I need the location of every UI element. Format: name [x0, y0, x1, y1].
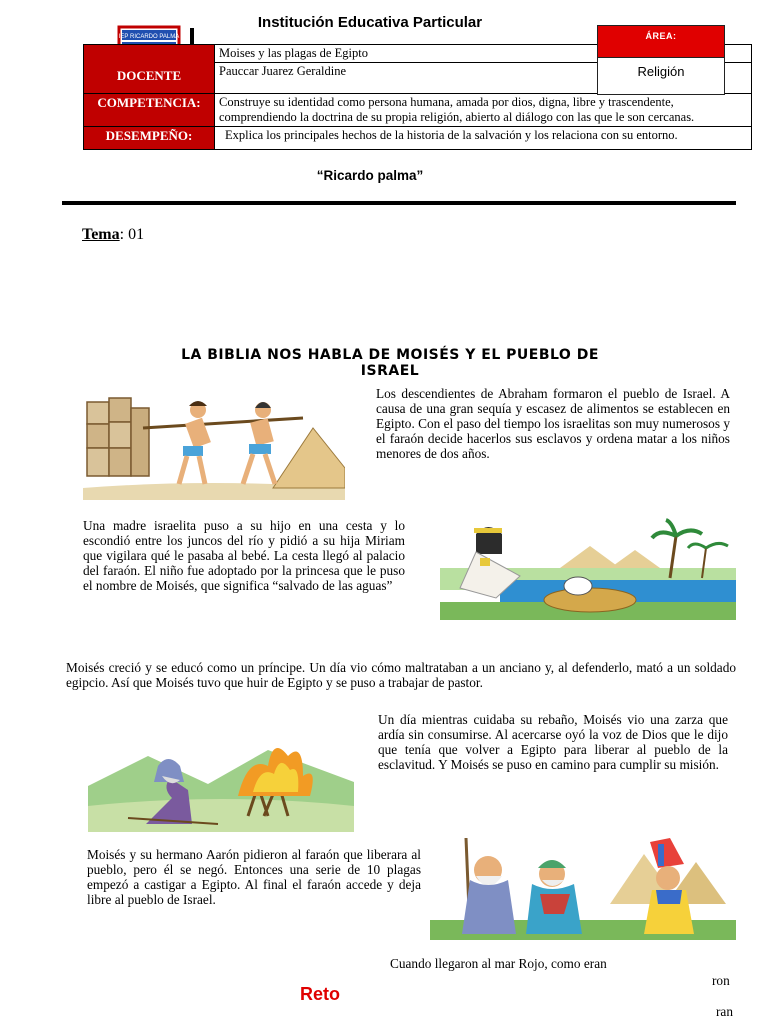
story-paragraph-6: Cuando llegaron al mar Rojo, como eran: [390, 956, 607, 971]
illustration-burning-bush: [88, 726, 354, 832]
tema-line: [82, 226, 144, 244]
illustration-basket-river: [440, 518, 736, 620]
story-paragraph-3: Moisés creció y se educó como un príncipe. Un día vio cómo maltrataban a un anciano y, al defenderlo, mató a un soldado egipcio. Así que Moisés tuvo que huir de Egipto y se puso a trabajar de pastor.: [66, 660, 736, 690]
institution-title: Institución Educativa Particular: [257, 14, 483, 31]
topic-value: Moises y las plagas de Egipto: [215, 45, 752, 63]
school-name: “Ricardo palma”: [316, 168, 424, 183]
performance-label: DESEMPEÑO:: [84, 127, 215, 150]
story-title: LA BIBLIA NOS HABLA DE MOISÉS Y EL PUEBLO DE ISRAEL: [181, 347, 599, 379]
area-value: Religión: [598, 57, 724, 86]
logo-text: IEP RICARDO PALMA: [118, 34, 180, 40]
story-paragraph-1: Los descendientes de Abraham formaron el pueblo de Israel. A causa de una gran sequía y escasez de alimentos se establecen en Egipto. Con el paso del tiempo los israelitas son muy numerosos y el faraón decide hacerlos sus esclavos y ordena matar a los niños menores de dos años.: [376, 386, 730, 461]
header-rule: [62, 201, 736, 205]
teacher-value: Pauccar Juarez Geraldine: [215, 63, 752, 94]
performance-value: Explica los principales hechos de la historia de la salvación y los relaciona con su entorno.: [215, 127, 752, 150]
competence-label: COMPETENCIA:: [84, 94, 215, 127]
illustration-pharaoh: [430, 834, 736, 940]
teacher-label: DOCENTE: [84, 45, 215, 94]
area-box: [597, 25, 725, 95]
area-label: ÁREA:: [598, 26, 724, 57]
story-paragraph-2: Una madre israelita puso a su hijo en una cesta y lo escondió entre los juncos del río y pidió a su hija Miriam que vigilara qué le pasaba al bebé. La cesta llegó al palacio del faraón. El niño fue adoptado por la princesa que le puso el nombre de Moisés, que significa “salvado de las aguas”: [83, 518, 405, 593]
story-paragraph-6-overflow-2: ran: [716, 1004, 733, 1018]
tema-value: : 01: [119, 226, 145, 243]
story-paragraph-4: Un día mientras cuidaba su rebaño, Moisés vio una zarza que ardía sin consumirse. Al acercarse oyó la voz de Dios que le dijo que tenía que volver a Egipto para liberar al pueblo de la esclavitud. Y Moisés se puso en camino para cumplir su misión.: [378, 712, 728, 772]
competence-value: Construye su identidad como persona humana, amada por dios, digna, libre y trascendente, comprendiendo la doctrina de su propia religión, abierto al diálogo con las que le son cercanas.: [215, 94, 752, 127]
illustration-slaves: [83, 388, 345, 500]
reto-heading: Reto: [300, 984, 340, 1004]
story-paragraph-5: Moisés y su hermano Aarón pidieron al faraón que liberara al pueblo, pero él se negó. Entonces una serie de 10 plagas empezó a castigar a Egipto. Al final el faraón accede y deja libre al pueblo de Israel.: [87, 847, 421, 907]
story-paragraph-6-overflow: ron: [712, 973, 730, 987]
tema-label: Tema: [82, 226, 120, 243]
